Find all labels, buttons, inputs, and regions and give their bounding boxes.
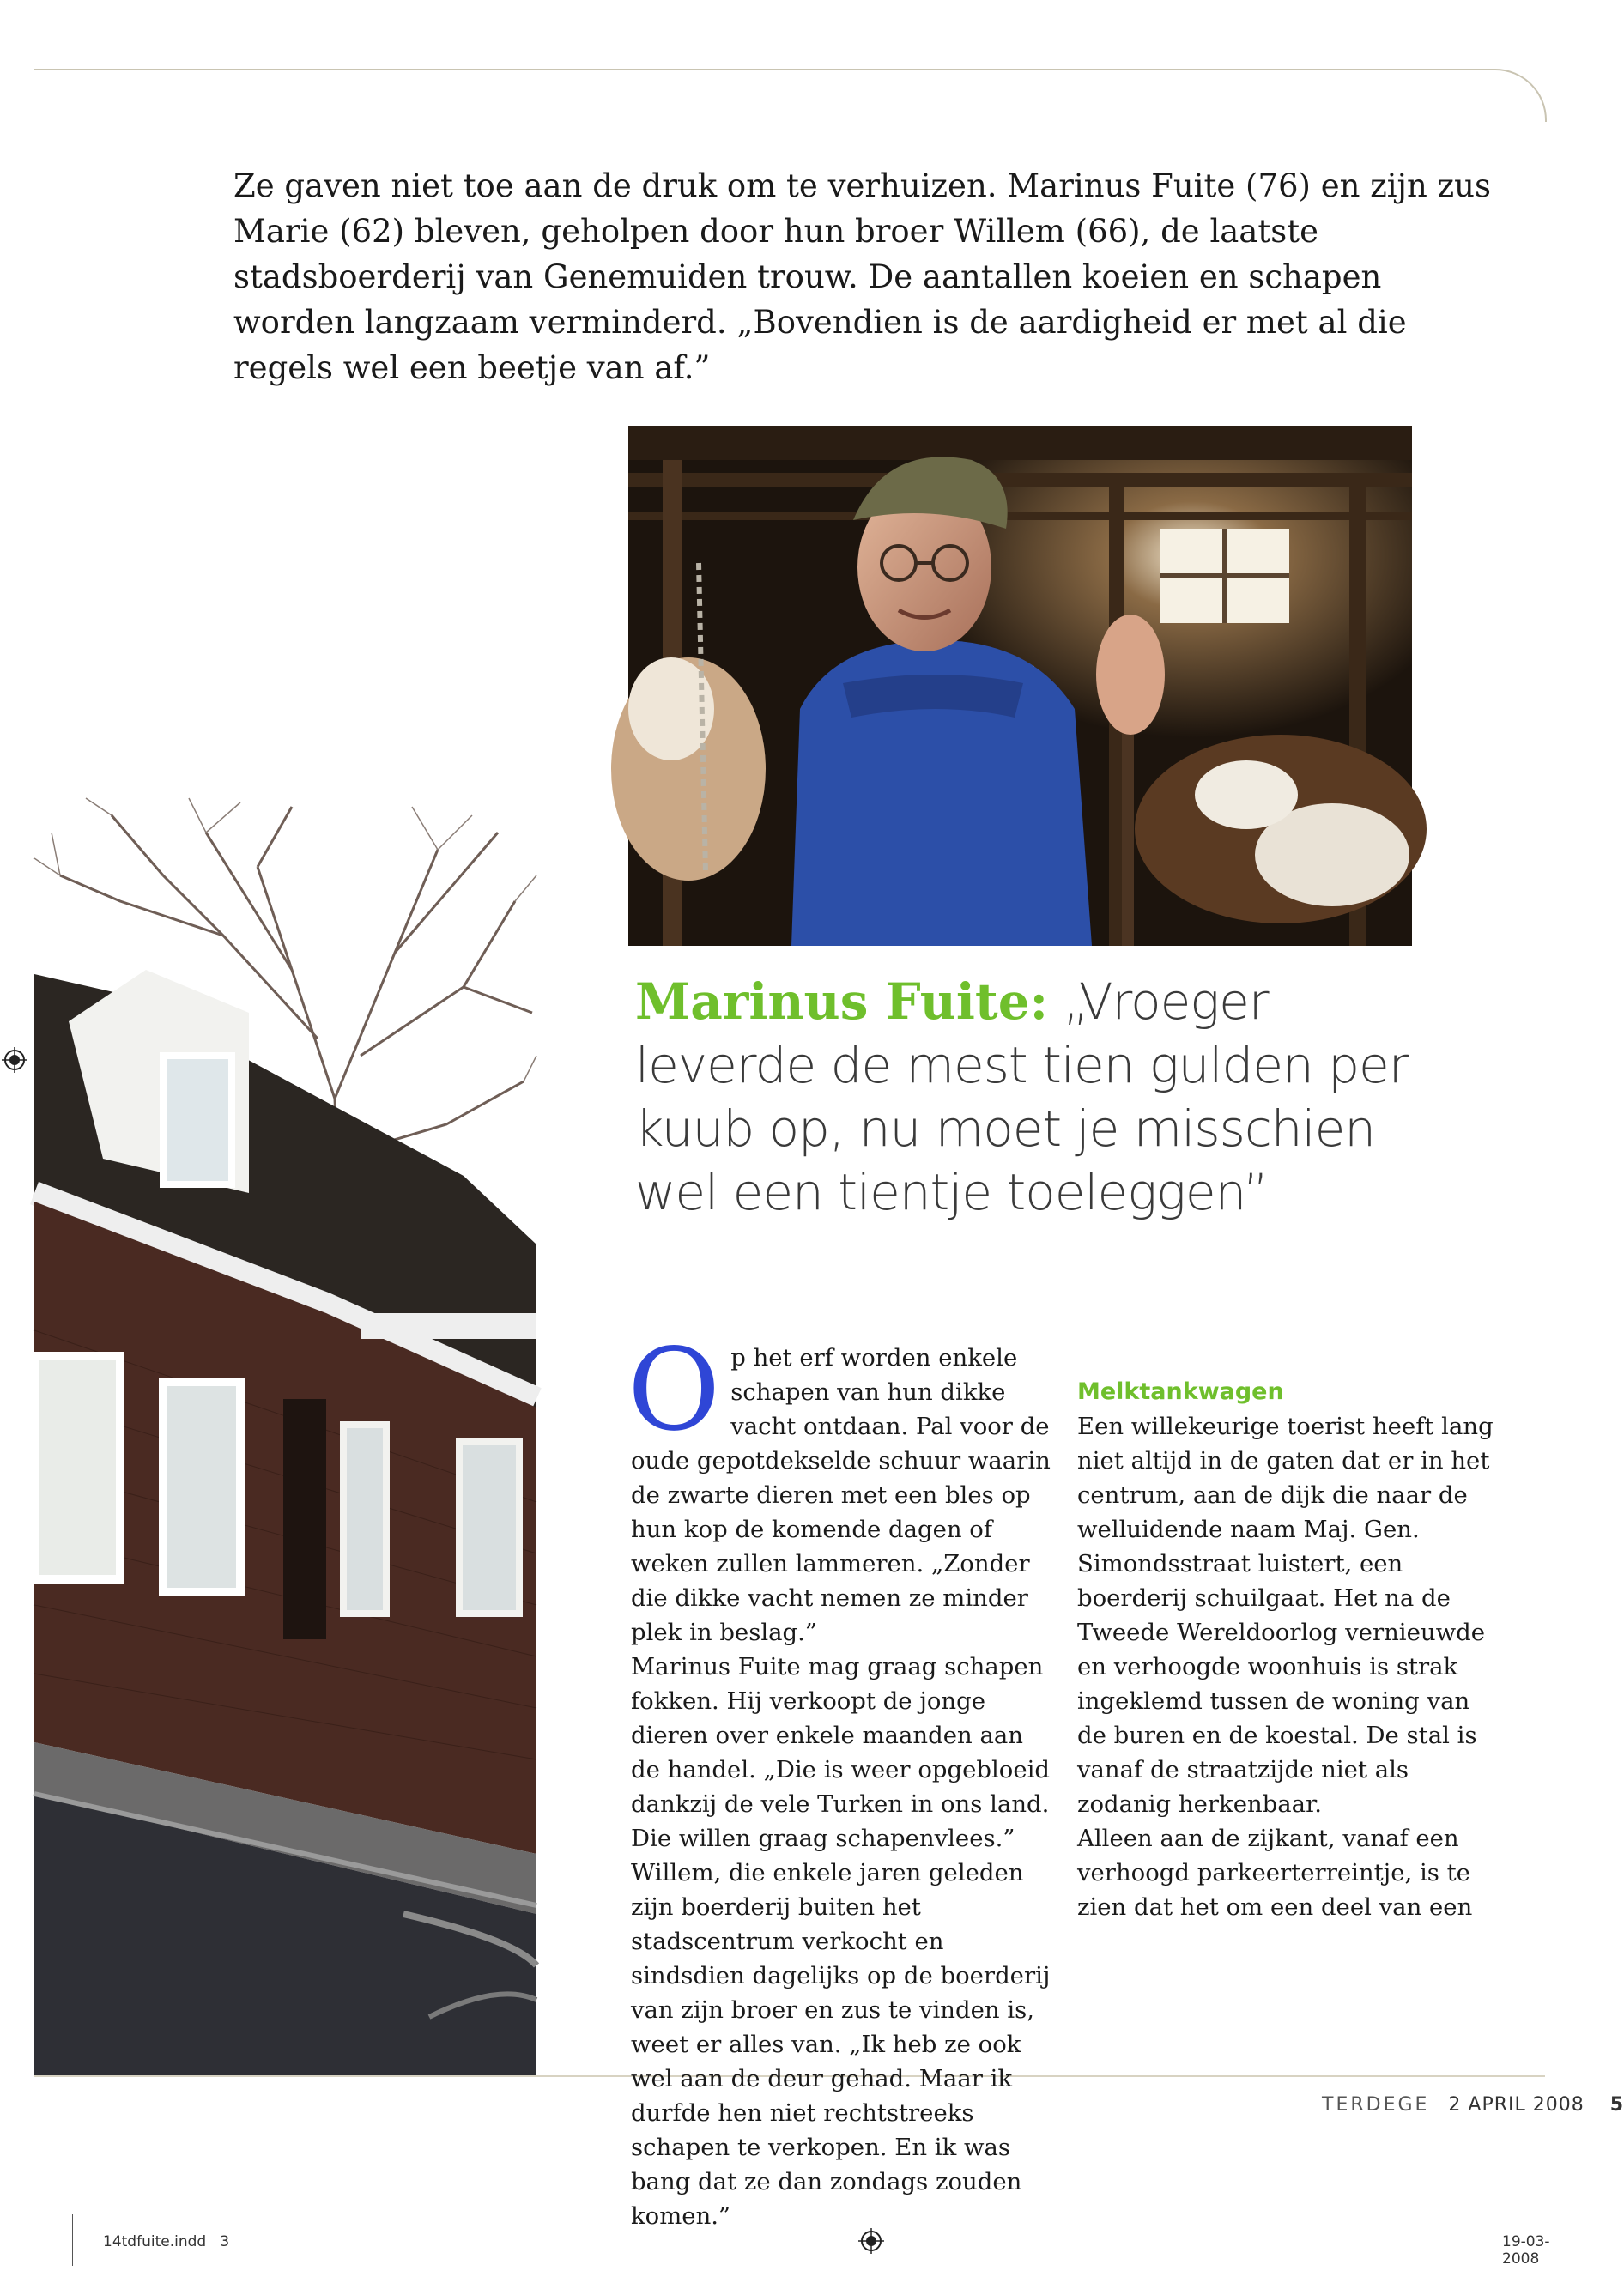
intro-paragraph: Ze gaven niet toe aan de druk om te verhuizen. Marinus Fuite (76) en zijn zus Marie (62) bleven, geholpen door hun broer Willem (66), de laatste stadsboerderij van Genemuiden trouw. De aantallen koeien en schapen worden langzaam verminderd. „Bovendien is de aardigheid er met al die regels wel een beetje van af.” [233,167,1491,386]
folio-date: 2 APRIL 2008 [1448,2094,1585,2116]
article-paragraph-2: Marinus Fuite mag graag schapen fokken. Hij verkoopt de jonge dieren over enkele maanden aan de handel. „Die is weer opgebloeid dankzij de vele Turken in ons land. Die willen graag schapenvlees.” [631,1653,1050,1852]
slug-filename: 14tdfuite.indd 3 [103,2233,230,2250]
pull-quote [635,970,1459,1224]
pull-quote-name: Marinus Fuite: [635,972,1049,1031]
farmer-barn-photo [628,426,1412,946]
folio-publication: TERDEGE [1322,2094,1430,2116]
page-trim-top [34,69,1547,122]
page-folio [1322,2094,1624,2116]
article-paragraph-1: p het erf worden enkele schapen van hun dikke vacht ontdaan. Pal voor de oude gepotdekselde schuur waarin de zwarte dieren met een bles op hun kop de komende dagen of weken zullen lammeren. „Zonder die dikke vacht nemen ze minder plek in beslag.” [631,1344,1051,1646]
pull-quote-text: „Vroeger leverde de mest tien gulden per kuub op, nu moet je misschien wel een tientje toeleggen” [635,972,1409,1221]
article-column-2 [1077,1375,1498,1924]
registration-mark-left-icon [2,1047,27,1073]
slug-date: 19-03-2008 [1502,2233,1550,2268]
farmhouse-street-photo [34,798,536,2075]
article-paragraph-4: Een willekeurige toerist heeft lang niet altijd in de gaten dat er in het centrum, aan de dijk die naar de welluidende naam Maj. Gen. Simondsstraat luistert, een boerderij schuilgaat. Het na de Tweede Wereldoorlog vernieuwde en verhoogde woonhuis is strak ingeklemd tussen de woning van de buren en de koestal. De stal is vanaf de straatzijde niet als zodanig herkenbaar. [1077,1413,1494,1818]
drop-cap: O [627,1324,721,1456]
article-paragraph-5: Alleen aan de zijkant, vanaf een verhoogd parkeerterreintje, is te zien dat het om een deel van een [1077,1825,1473,1921]
crop-mark-left [72,2214,73,2266]
folio-page-number: 5 [1609,2094,1624,2116]
article-paragraph-3: Willem, die enkele jaren geleden zijn boerderij buiten het stadscentrum verkocht en sindsdien dagelijks op de boerderij van zijn broer en zus te vinden is, weet er alles van. „Ik heb ze ook wel aan de deur gehad. Maar ik durfde hen niet rechtstreeks schapen te verkopen. En ik was bang dat ze dan zondags zouden komen.” [631,1859,1051,2230]
article-subhead: Melktankwagen [1077,1378,1284,1405]
article-column-1 [627,1324,1051,2233]
registration-mark-bottom-icon [858,2228,884,2254]
